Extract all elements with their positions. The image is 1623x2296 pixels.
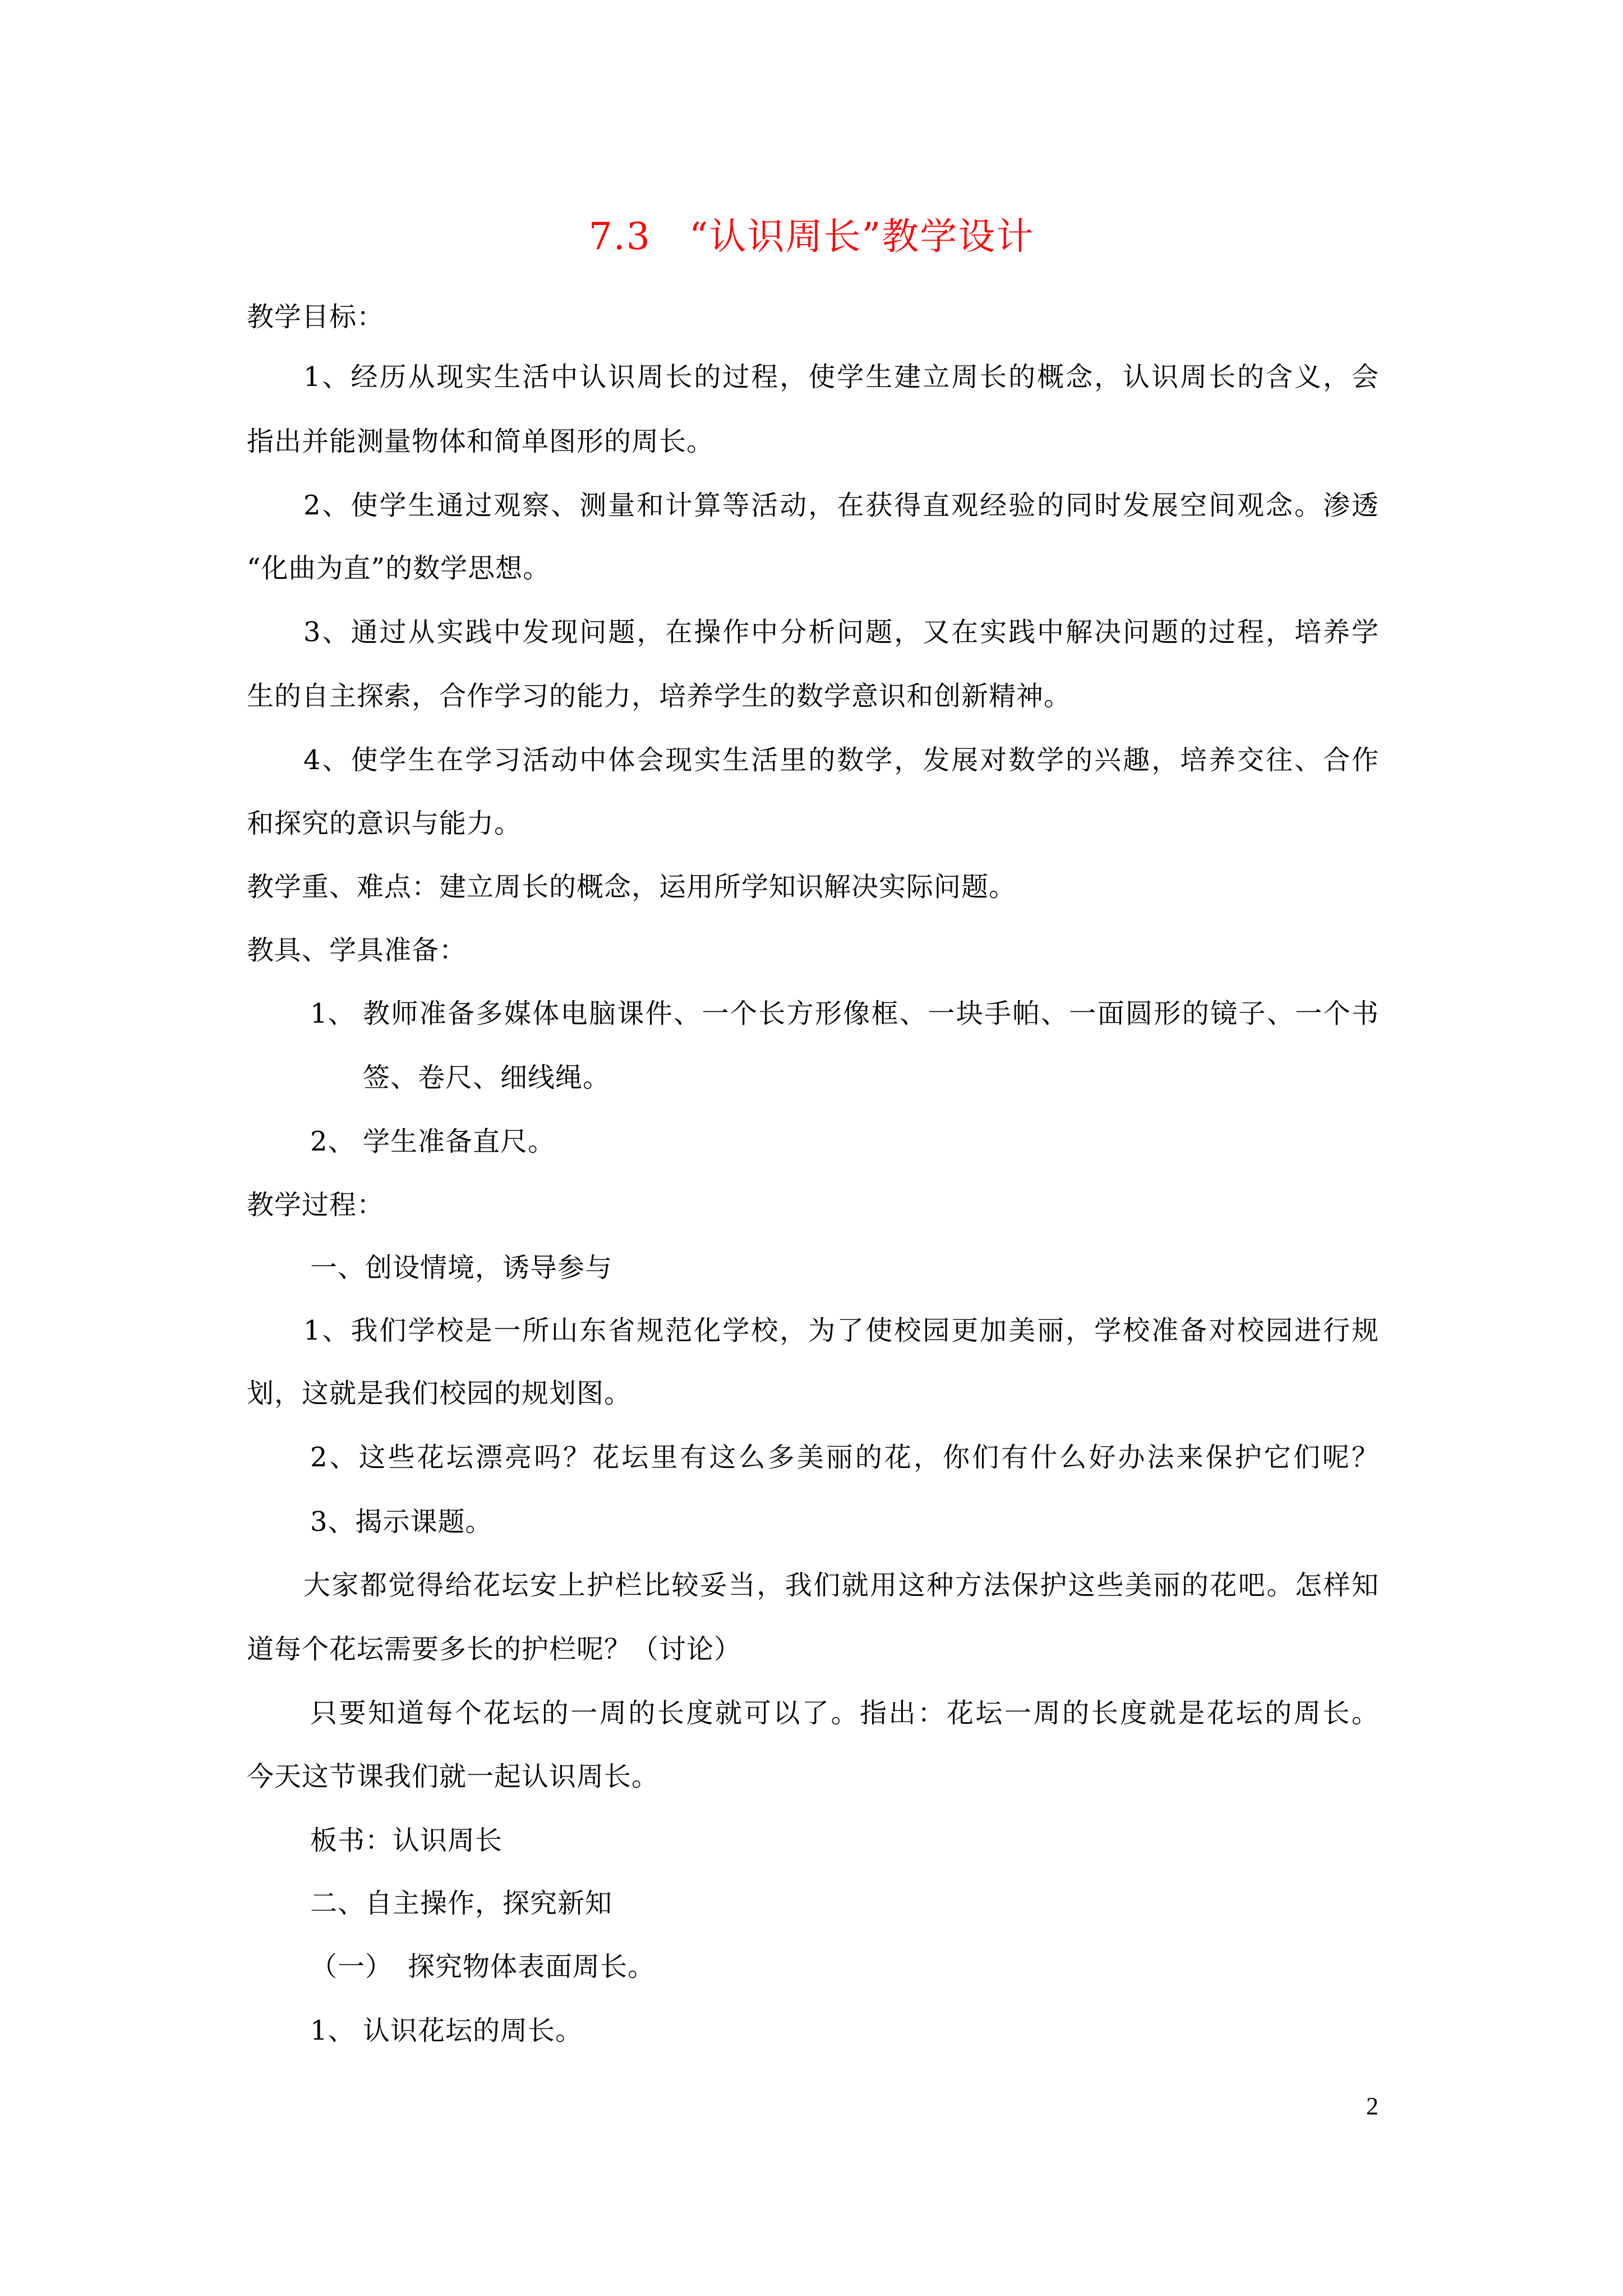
board-writing: 板书：认识周长 [310, 1825, 503, 1856]
paragraph-1-line-2: 道每个花坛需要多长的护栏呢？（讨论） [247, 1634, 742, 1665]
goal-1-line-1: 1、经历从现实生活中认识周长的过程，使学生建立周长的概念，认识周长的含义，会 [303, 361, 1379, 393]
section-1-item-1-line-2: 划，这就是我们校园的规划图。 [247, 1378, 632, 1409]
paragraph-2-line-2: 今天这节课我们就一起认识周长。 [247, 1761, 660, 1792]
paragraph-2-line-1: 只要知道每个花坛的一周的长度就可以了。指出：花坛一周的长度就是花坛的周长。 [310, 1697, 1379, 1729]
section-1-heading: 一、创设情境，诱导参与 [310, 1252, 613, 1283]
subsection-1-text: 探究物体表面周长。 [408, 1951, 656, 1982]
goal-2-line-1: 2、使学生通过观察、测量和计算等活动，在获得直观经验的同时发展空间观念。渗透 [303, 490, 1379, 521]
subsection-1-label: （一） [310, 1951, 393, 1982]
goal-4-line-1: 4、使学生在学习活动中体会现实生活里的数学，发展对数学的兴趣，培养交往、合作 [303, 744, 1379, 776]
subsection-1-item-1-text: 认识花坛的周长。 [363, 2015, 583, 2046]
key-points: 教学重、难点：建立周长的概念，运用所学知识解决实际问题。 [247, 871, 1017, 903]
tools-1-number: 1、 [310, 998, 356, 1029]
tools-2-text: 学生准备直尺。 [363, 1126, 556, 1157]
document-title: 7.3 “认识周长”教学设计 [588, 215, 1035, 258]
section-1-item-1-line-1: 1、我们学校是一所山东省规范化学校，为了使校园更加美丽，学校准备对校园进行规 [303, 1315, 1379, 1346]
goal-3-line-2: 生的自主探索，合作学习的能力，培养学生的数学意识和创新精神。 [247, 680, 1072, 712]
tools-1-line-1: 教师准备多媒体电脑课件、一个长方形像框、一块手帕、一面圆形的镜子、一个书 [363, 998, 1379, 1029]
paragraph-1-line-1: 大家都觉得给花坛安上护栏比较妥当，我们就用这种方法保护这些美丽的花吧。怎样知 [303, 1570, 1379, 1601]
tools-1-line-2: 签、卷尺、细线绳。 [363, 1062, 611, 1093]
section-2-heading: 二、自主操作，探究新知 [310, 1888, 613, 1919]
process-heading: 教学过程： [247, 1189, 385, 1221]
tools-2-number: 2、 [310, 1126, 356, 1157]
goal-1-line-2: 指出并能测量物体和简单图形的周长。 [247, 426, 714, 457]
section-1-item-3: 3、揭示课题。 [310, 1506, 493, 1538]
section-1-item-2: 2、这些花坛漂亮吗？花坛里有这么多美丽的花，你们有什么好办法来保护它们呢？ [310, 1442, 1379, 1473]
subsection-1-item-1-number: 1、 [310, 2015, 356, 2046]
goal-3-line-1: 3、通过从实践中发现问题，在操作中分析问题，又在实践中解决问题的过程，培养学 [303, 616, 1379, 648]
goal-2-line-2: “化曲为直”的数学思想。 [247, 553, 551, 584]
goals-heading: 教学目标： [247, 301, 385, 333]
goal-4-line-2: 和探究的意识与能力。 [247, 808, 522, 839]
page-number: 2 [1366, 2092, 1378, 2120]
tools-heading: 教具、学具准备： [247, 935, 467, 966]
